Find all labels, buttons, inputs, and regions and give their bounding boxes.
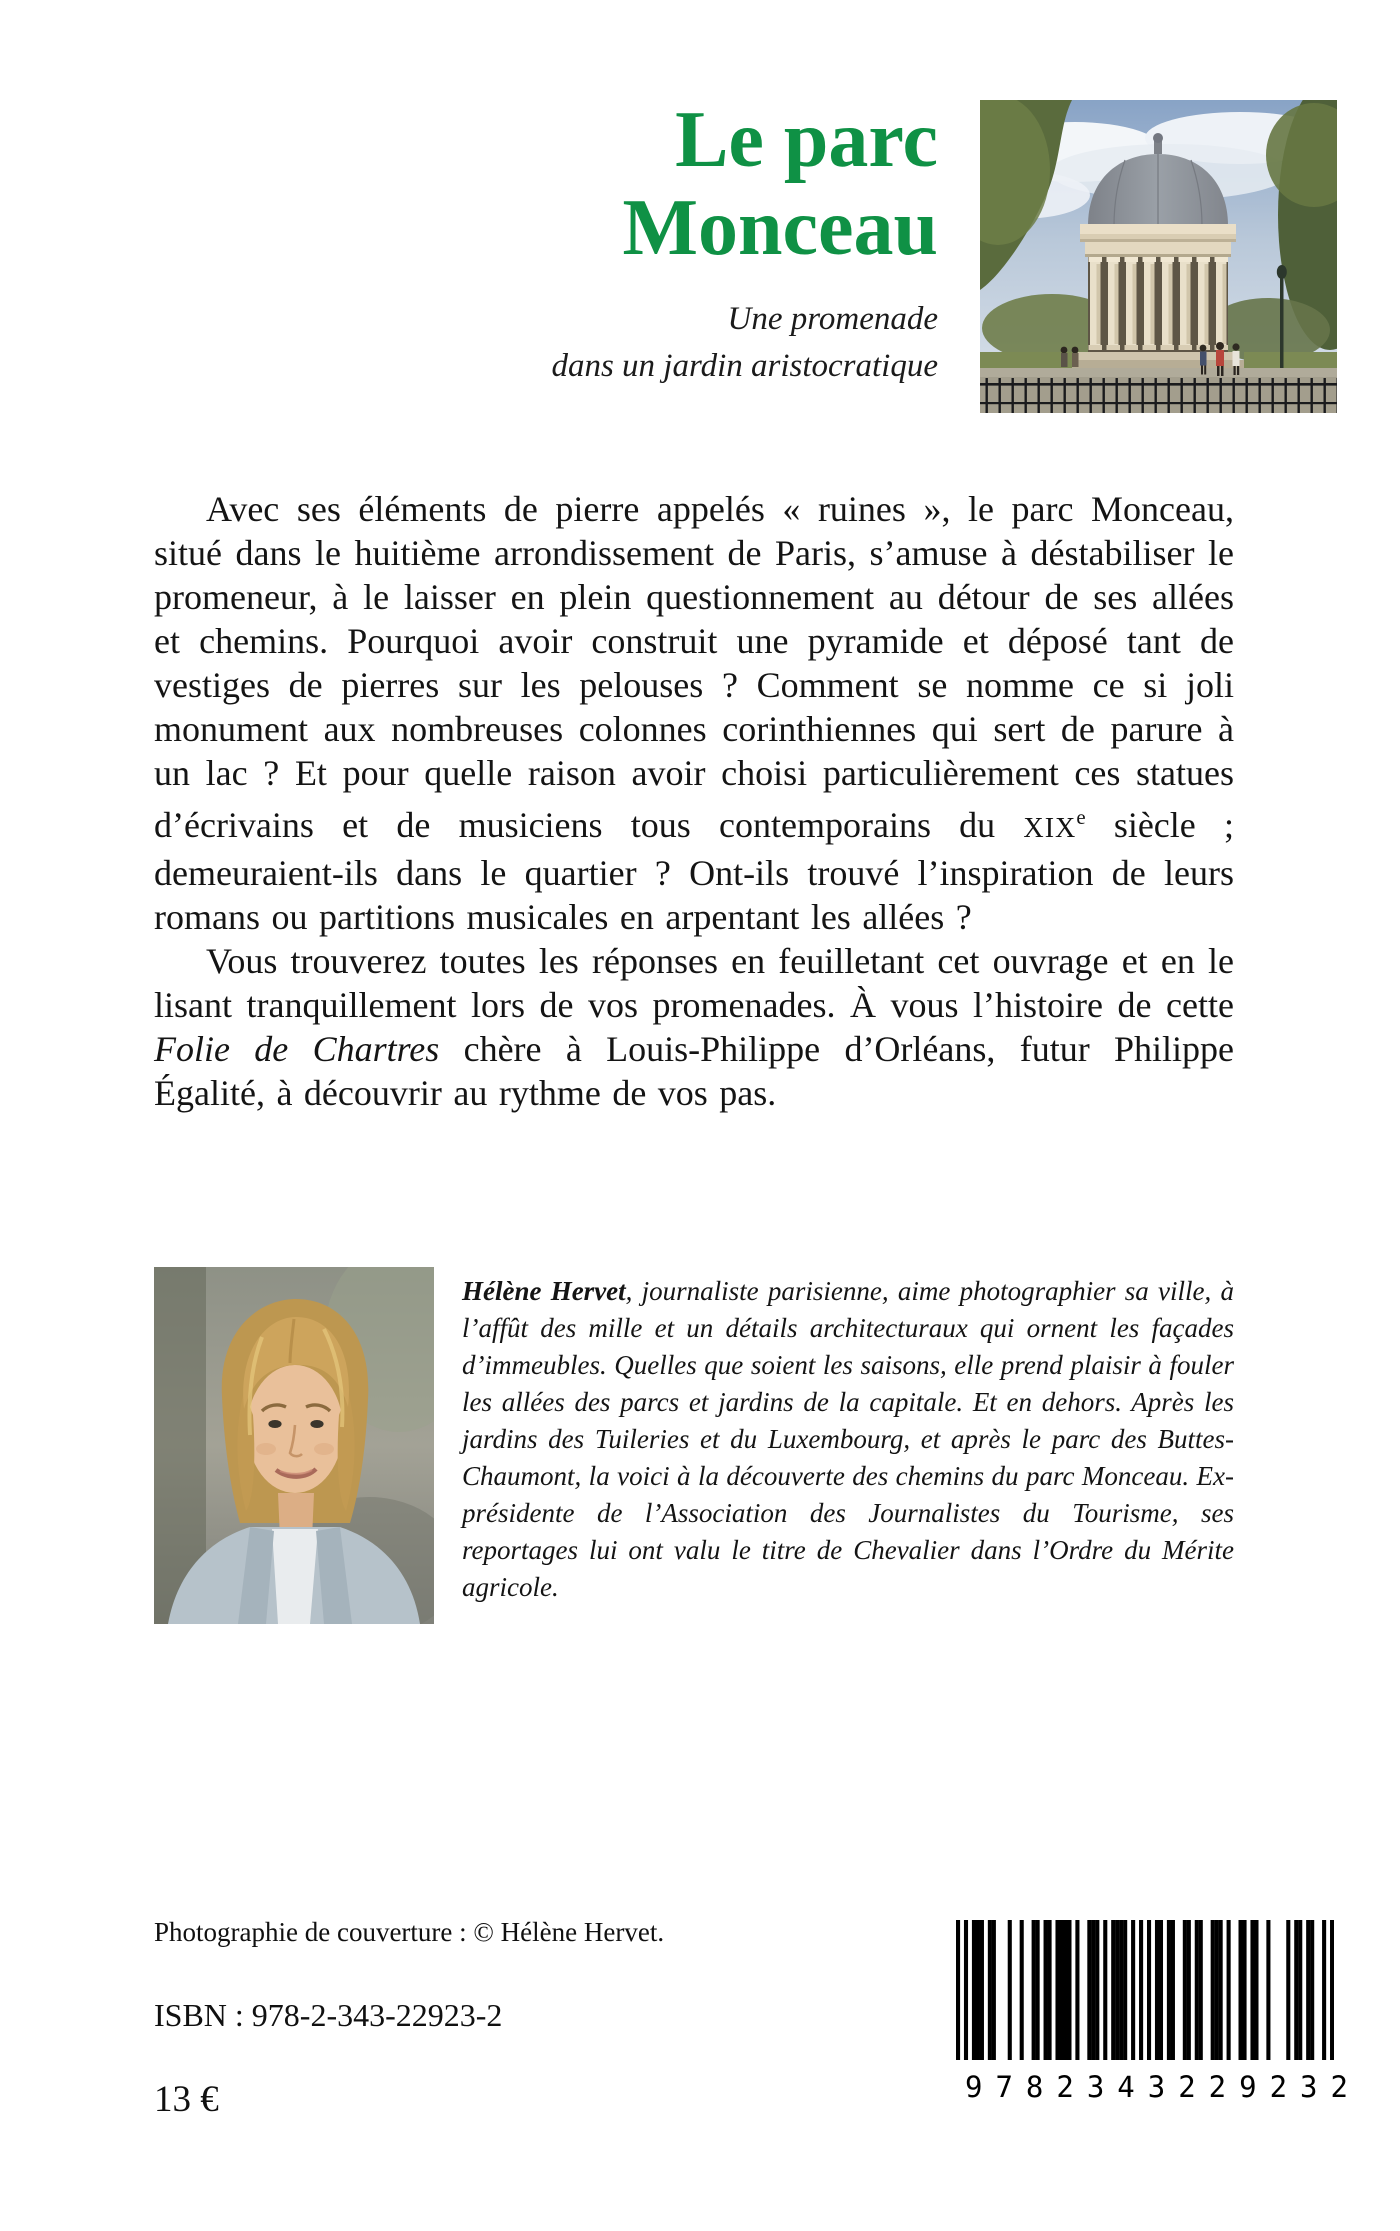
text-run: Avec ses éléments de pierre appelés « ruines », le parc Monceau, situé dans le huitième arrondissement de Paris, s’amuse à déstabiliser le promeneur, à le laisser en plein questionnement au détour de ses allées et chemins. Pourquoi avoir construit une pyramide et déposé tant de vestiges de pierres sur les pelouses ? Comment se nomme ce si joli monument aux nombreuses colonnes corinthiennes qui sert de parure à un lac ? Et pour quelle raison avoir choisi particulièrement ces statues d’écrivains et de musiciens tous contemporains du bbox=[154, 489, 1234, 845]
barcode-bars bbox=[956, 1920, 1334, 2060]
title-block bbox=[0, 96, 938, 390]
text-run: Vous trouverez toutes les réponses en feuilletant cet ouvrage et en le lisant tranquillement lors de vos promenades. À vous l’histoire de cette bbox=[154, 941, 1234, 1025]
author-portrait-illustration bbox=[154, 1267, 434, 1624]
book-title-line2: Monceau bbox=[622, 184, 938, 272]
century-superscript: e bbox=[1076, 805, 1086, 829]
price: 13 € bbox=[154, 2079, 219, 2120]
synopsis-paragraph-2 bbox=[154, 939, 1234, 1115]
subtitle-line1: Une promenade bbox=[727, 301, 938, 337]
author-photo bbox=[154, 1267, 434, 1624]
book-title-line1: Le parc bbox=[675, 96, 938, 184]
synopsis-paragraph-1 bbox=[154, 487, 1234, 939]
book-subtitle bbox=[0, 296, 938, 390]
subtitle-line2: dans un jardin aristocratique bbox=[551, 348, 938, 384]
author-bio-text: , journaliste parisienne, aime photographier sa ville, à l’affût des mille et un détails architecturaux qui ornent les façades d’immeubles. Quelles que soient les saisons, elle prend plaisir à fouler les allées des parcs et jardins de la capitale. Et en dehors. Après les jardins des Tuileries et du Luxembourg, et après le parc des Buttes-Chaumont, la voici à la découverte des chemins du parc Monceau. Ex-présidente de l’Association des Journalistes du Tourisme, ses reportages lui ont valu le titre de Chevalier dans l’Ordre du Mérite agricole. bbox=[462, 1276, 1234, 1602]
photo-credit: Photographie de couverture : © Hélène Hervet. bbox=[154, 1917, 665, 1947]
author-bio bbox=[462, 1273, 1234, 1606]
work-title: Folie de Chartres bbox=[154, 1029, 440, 1069]
text-run: siècle ; demeuraient-ils dans le quartier ? Ont-ils trouvé l’inspiration de leurs romans ou partitions musicales en arpentant les allées ? bbox=[154, 805, 1234, 937]
cover-photo-rotunda bbox=[980, 100, 1337, 413]
author-name: Hélène Hervet bbox=[462, 1276, 626, 1306]
synopsis bbox=[154, 487, 1234, 1115]
barcode-digits: 9782343229232 bbox=[965, 2070, 1361, 2104]
barcode bbox=[952, 1920, 1361, 2106]
century-roman-numeral: XIX bbox=[1023, 813, 1077, 844]
text-run: chère à Louis-Philippe d’Orléans, futur Philippe Égalité, à découvrir au rythme de vos pas. bbox=[154, 1029, 1235, 1113]
rotunda-illustration bbox=[980, 100, 1337, 413]
isbn: ISBN : 978-2-343-22923-2 bbox=[154, 1997, 503, 2033]
